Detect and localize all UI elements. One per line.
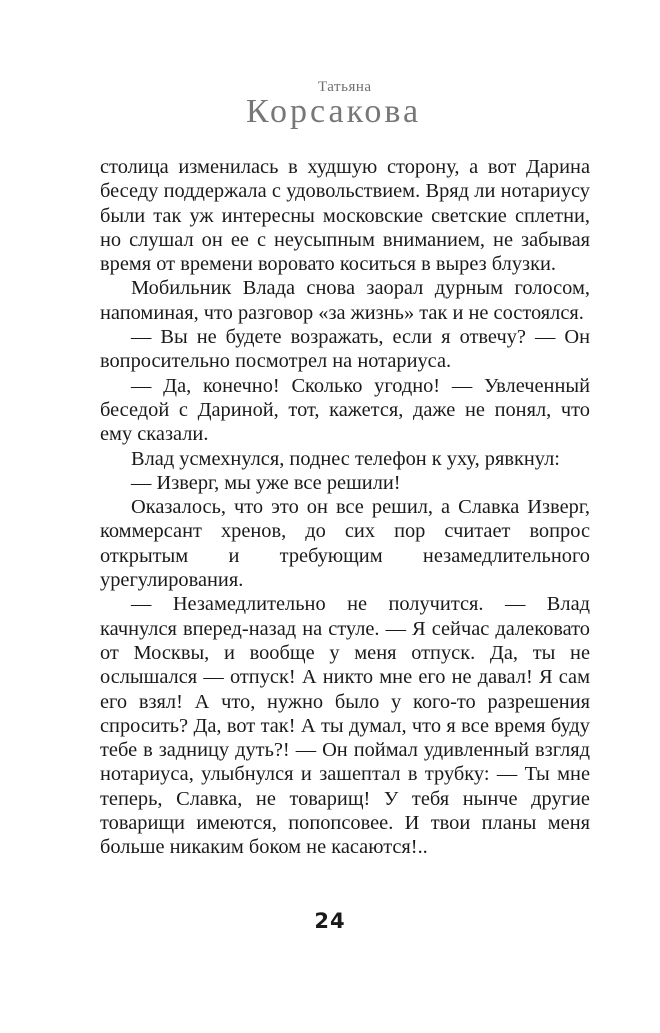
paragraph: столица изменилась в худшую сторону, а вот Дарина беседу поддержала с удовольствием. Вряд ли нотариусу были так уж интересны московские светские сплетни, но слушал он ее с неусыпным вниманием, не забывая время от времени воровато коситься в вырез блузки. — [100, 156, 590, 276]
paragraph: — Изверг, мы уже все решили! — [131, 471, 401, 494]
page-number: 24 — [314, 909, 346, 933]
paragraph: Оказалось, что это он все решил, а Славка Изверг, коммерсант хренов, до сих пор считает вопрос открытым и требующим незамедлительного урегулирования. — [100, 496, 590, 592]
paragraph: — Незамедлительно не получится. — Влад качнулся вперед-назад на стуле. — Я сейчас далековато от Москвы, и вообще у меня отпуск. Да, ты не ослышался — отпуск! А никто мне его не давал! Я сам его взял! А что, нужно было у кого-то разрешения спросить? Да, вот так! А ты думал, что я все время буду тебе в задницу дуть?! — Он поймал удивленный взгляд нотариуса, улыбнулся и зашептал в трубку: — Ты мне теперь, Славка, не товарищ! У тебя нынче другие товарищи имеются, попопсовее. И твои планы меня больше никаким боком не касаются!.. — [100, 593, 590, 859]
paragraph: — Вы не будете возражать, если я отвечу? — Он вопросительно посмотрел на нотариуса. — [100, 326, 590, 373]
page-body — [100, 155, 590, 860]
paragraph: — Да, конечно! Сколько угодно! — Увлеченный беседой с Дариной, тот, кажется, даже не понял, что ему сказали. — [100, 374, 590, 446]
author-last-name: Корсакова — [246, 93, 422, 130]
paragraph: Влад усмехнулся, поднес телефон к уху, рявкнул: — [131, 447, 560, 470]
paragraph: Мобильник Влада снова заорал дурным голосом, напоминая, что разговор «за жизнь» так и не состоялся. — [100, 277, 590, 324]
author-first-name: Татьяна — [318, 79, 372, 95]
